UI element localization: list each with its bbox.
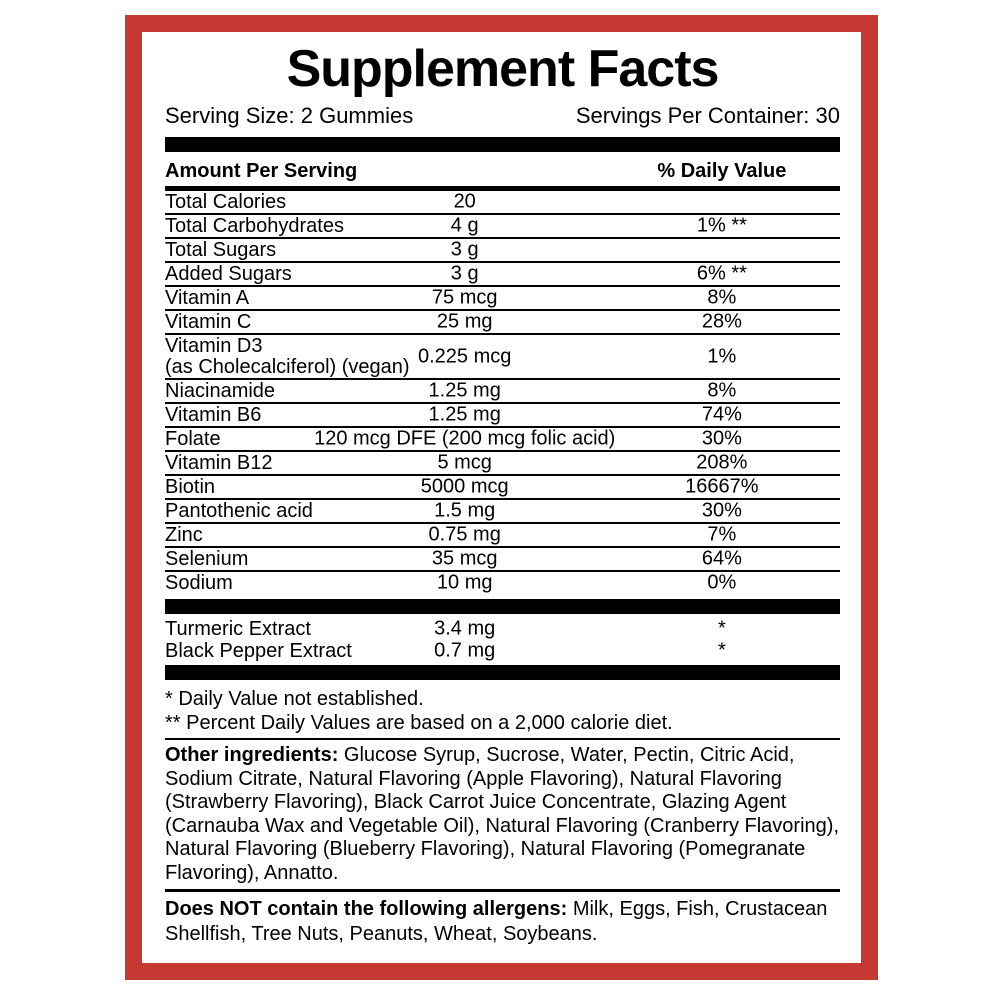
table-row	[165, 640, 840, 662]
nutrient-dv: 1%	[707, 345, 737, 367]
nutrient-dv: 30%	[701, 427, 742, 450]
nutrient-amount: 5 mcg	[437, 451, 492, 474]
nutrient-name: Biotin	[165, 476, 216, 498]
nutrient-amount: 3.4 mg	[434, 617, 496, 640]
label-title: Supplement Facts	[286, 40, 719, 98]
nutrient-dv: *	[717, 617, 726, 640]
nutrient-amount: 1.5 mg	[434, 499, 496, 522]
table-row	[165, 500, 840, 524]
nutrient-name: Pantothenic acid	[165, 500, 313, 522]
nutrient-amount: 3 g	[450, 238, 479, 261]
table-row	[165, 215, 840, 239]
nutrient-name: Folate	[165, 428, 221, 450]
black-divider-bar	[165, 137, 840, 152]
nutrient-amount: 0.75 mg	[428, 523, 501, 546]
nutrient-dv: 74%	[701, 403, 742, 426]
nutrient-amount: 1.25 mg	[428, 379, 501, 402]
table-row	[165, 452, 840, 476]
nutrient-amount: 0.225 mcg	[417, 345, 512, 367]
nutrient-amount: 10 mg	[436, 571, 493, 594]
nutrient-dv: 1% **	[696, 214, 747, 237]
table-row	[165, 524, 840, 548]
nutrient-name: Selenium	[165, 548, 249, 570]
label-frame	[125, 15, 878, 980]
table-row	[165, 548, 840, 572]
nutrient-name: Black Pepper Extract	[165, 640, 352, 662]
table-row	[165, 239, 840, 263]
table-row	[165, 428, 840, 452]
table-row	[165, 476, 840, 500]
nutrient-name: Sodium	[165, 572, 233, 594]
nutrient-dv: 30%	[701, 499, 742, 522]
table-row	[165, 572, 840, 594]
nutrient-name: Added Sugars	[165, 263, 292, 285]
nutrient-name: Vitamin A	[165, 287, 250, 309]
extract-table	[165, 618, 840, 662]
nutrient-amount: 1.25 mg	[428, 403, 501, 426]
nutrient-name: Vitamin B12	[165, 452, 273, 474]
nutrient-dv: 7%	[707, 523, 737, 546]
nutrient-dv: 0%	[707, 571, 737, 594]
footnote-percent-dv: ** Percent Daily Values are based on a 2,000 calorie diet.	[165, 712, 673, 734]
table-row	[165, 311, 840, 335]
table-row	[165, 263, 840, 287]
nutrient-amount: 120 mcg DFE (200 mcg folic acid)	[314, 427, 616, 450]
nutrient-dv: 6% **	[696, 262, 747, 285]
table-header	[165, 157, 840, 191]
other-ingredients	[165, 744, 840, 892]
table-row	[165, 404, 840, 428]
nutrient-dv: 8%	[707, 379, 737, 402]
allergen-statement	[165, 897, 840, 947]
nutrient-amount: 5000 mcg	[420, 475, 509, 498]
nutrient-name: Zinc	[165, 524, 203, 546]
footnotes	[165, 685, 840, 740]
black-divider-bar	[165, 665, 840, 680]
table-row	[165, 335, 840, 380]
nutrient-name: Total Calories	[165, 191, 287, 213]
daily-value-header: % Daily Value	[657, 160, 787, 182]
other-ingredients-text: Glucose Syrup, Sucrose, Water, Pectin, Citric Acid, Sodium Citrate, Natural Flavoring (Apple Flavoring), Natural Flavoring (Strawberry Flavoring), Black Carrot Juice Concentrate, Glazing Agent (Carnauba Wax and Vegetable Oil), Natural Flavoring (Cranberry Flavoring), Natural Flavoring (Blueberry Flavoring), Natural Flavoring (Pomegranate Flavoring), Annatto.	[165, 744, 839, 884]
nutrient-dv: *	[717, 639, 726, 662]
nutrient-name: Vitamin B6	[165, 404, 262, 426]
allergen-statement-text: Milk, Eggs, Fish, Crustacean Shellfish, Tree Nuts, Peanuts, Wheat, Soybeans.	[165, 898, 828, 945]
nutrient-name: Vitamin C	[165, 311, 252, 333]
nutrient-amount: 4 g	[450, 214, 479, 237]
servings-per-container: Servings Per Container: 30	[575, 103, 840, 128]
table-row	[165, 618, 840, 640]
nutrient-name: Turmeric Extract	[165, 618, 311, 640]
serving-row	[165, 104, 840, 128]
nutrient-dv: 28%	[701, 310, 742, 333]
footnote-dv-not-established: * Daily Value not established.	[165, 688, 424, 710]
nutrient-amount: 75 mcg	[431, 286, 498, 309]
nutrient-amount: 0.7 mg	[434, 639, 496, 662]
nutrient-dv: 208%	[696, 451, 748, 474]
nutrient-table	[165, 191, 840, 594]
amount-per-serving-header: Amount Per Serving	[165, 160, 358, 182]
allergen-statement-label: Does NOT contain the following allergens:	[165, 898, 568, 920]
nutrient-amount: 20	[453, 190, 476, 213]
table-row	[165, 380, 840, 404]
nutrient-dv: 16667%	[685, 475, 759, 498]
nutrient-name: Total Carbohydrates	[165, 215, 344, 237]
other-ingredients-label: Other ingredients:	[165, 744, 339, 766]
nutrient-dv: 64%	[701, 547, 742, 570]
nutrient-name: Total Sugars	[165, 239, 277, 261]
nutrient-name: Vitamin D3 (as Cholecalciferol) (vegan)	[165, 335, 410, 378]
nutrient-name: Niacinamide	[165, 380, 276, 402]
serving-size: Serving Size: 2 Gummies	[165, 103, 414, 128]
label-content	[142, 32, 861, 947]
nutrient-dv: 8%	[707, 286, 737, 309]
nutrient-amount: 35 mcg	[431, 547, 498, 570]
table-row	[165, 191, 840, 215]
nutrient-amount: 25 mg	[436, 310, 493, 333]
black-divider-bar	[165, 599, 840, 614]
table-row	[165, 287, 840, 311]
nutrient-amount: 3 g	[450, 262, 479, 285]
